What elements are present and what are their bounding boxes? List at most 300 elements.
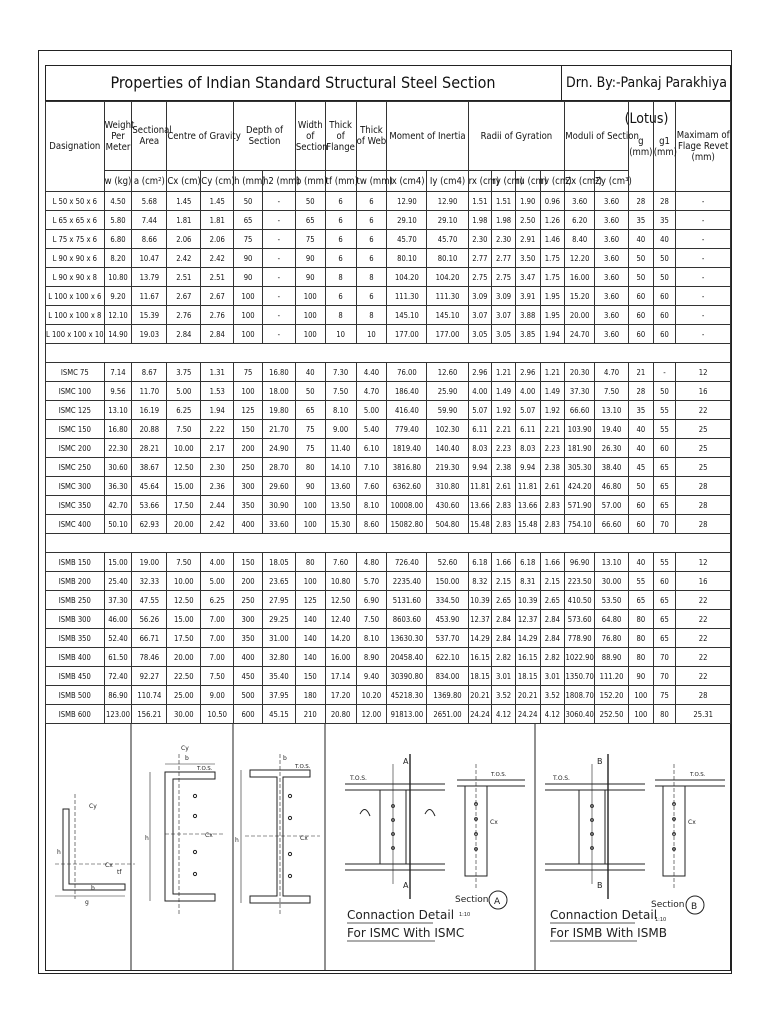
table-cell: 1.94 bbox=[540, 325, 565, 344]
table-cell: 26.30 bbox=[595, 439, 629, 458]
table-cell: 3.05 bbox=[492, 325, 516, 344]
table-cell: 8 bbox=[325, 306, 356, 325]
table-cell: 7.10 bbox=[356, 458, 387, 477]
table-cell: 6.11 bbox=[515, 420, 540, 439]
table-cell: 6.25 bbox=[167, 401, 201, 420]
table-cell: 2.50 bbox=[515, 211, 540, 230]
table-cell: 60 bbox=[629, 325, 654, 344]
table-cell: 55 bbox=[653, 553, 676, 572]
angle-cy-label: Cy bbox=[89, 803, 97, 810]
header-area: Sectional Area bbox=[132, 102, 167, 171]
table-cell: 6 bbox=[325, 211, 356, 230]
table-cell: 65 bbox=[653, 591, 676, 610]
table-cell: 6362.60 bbox=[387, 477, 427, 496]
table-cell: 210 bbox=[295, 705, 325, 724]
table-cell: 1.92 bbox=[540, 401, 565, 420]
table-cell: 25 bbox=[676, 420, 731, 439]
table-cell: 36.30 bbox=[104, 477, 132, 496]
table-cell: 3.07 bbox=[468, 306, 492, 325]
table-cell: 22 bbox=[676, 667, 731, 686]
table-cell: 9.00 bbox=[325, 420, 356, 439]
table-cell: 111.30 bbox=[427, 287, 468, 306]
table-cell: 1.49 bbox=[540, 382, 565, 401]
table-cell: 65 bbox=[653, 610, 676, 629]
table-cell: - bbox=[676, 325, 731, 344]
table-cell: 2.96 bbox=[515, 363, 540, 382]
table-cell: 150 bbox=[234, 420, 263, 439]
table-cell: 100 bbox=[234, 287, 263, 306]
table-cell: - bbox=[262, 192, 295, 211]
table-cell: 5.00 bbox=[356, 401, 387, 420]
page-title: Properties of Indian Standard Structural Steel Section bbox=[45, 65, 562, 101]
table-cell: 1.49 bbox=[492, 382, 516, 401]
table-cell: 13.66 bbox=[515, 496, 540, 515]
table-cell: 6.10 bbox=[356, 439, 387, 458]
table-cell: 13.79 bbox=[132, 268, 167, 287]
table-cell: 31.00 bbox=[262, 629, 295, 648]
table-cell: 100 bbox=[234, 382, 263, 401]
group-separator bbox=[46, 344, 731, 363]
table-cell: 1.66 bbox=[540, 553, 565, 572]
section-b-letter: B bbox=[691, 902, 698, 912]
table-cell: 7.50 bbox=[325, 382, 356, 401]
table-cell: 45.70 bbox=[427, 230, 468, 249]
table-cell: 573.60 bbox=[565, 610, 595, 629]
table-cell: 45.15 bbox=[262, 705, 295, 724]
table-cell: 3060.40 bbox=[565, 705, 595, 724]
table-cell: 6 bbox=[356, 192, 387, 211]
unit-header: h2 (mm) bbox=[262, 171, 295, 192]
table-row bbox=[46, 610, 731, 629]
table-cell: 4.00 bbox=[201, 553, 234, 572]
table-cell: 7.00 bbox=[201, 629, 234, 648]
table-cell: 80 bbox=[629, 629, 654, 648]
table-cell: 2.06 bbox=[201, 230, 234, 249]
table-cell: 15.00 bbox=[167, 610, 201, 629]
table-cell: 1.21 bbox=[540, 363, 565, 382]
table-cell: 27.95 bbox=[262, 591, 295, 610]
table-cell: 181.90 bbox=[565, 439, 595, 458]
header-rog: Radii of Gyration bbox=[468, 102, 565, 171]
table-cell: 12.00 bbox=[356, 705, 387, 724]
table-cell: 111.20 bbox=[595, 667, 629, 686]
table-cell: 66.60 bbox=[565, 401, 595, 420]
table-cell: 0.96 bbox=[540, 192, 565, 211]
table-cell: 60 bbox=[629, 287, 654, 306]
section-designation: ISMB 500 bbox=[46, 686, 105, 705]
header-designation: Dasignation bbox=[46, 102, 105, 192]
table-cell: 1.98 bbox=[492, 211, 516, 230]
table-cell: 2.76 bbox=[167, 306, 201, 325]
table-cell: 91813.00 bbox=[387, 705, 427, 724]
table-cell: 8.66 bbox=[132, 230, 167, 249]
table-cell: 7.30 bbox=[325, 363, 356, 382]
table-cell: 177.00 bbox=[427, 325, 468, 344]
table-cell: 70 bbox=[653, 648, 676, 667]
table-cell: 16.19 bbox=[132, 401, 167, 420]
unit-header: h (mm) bbox=[234, 171, 263, 192]
table-row bbox=[46, 477, 731, 496]
table-cell: 88.90 bbox=[595, 648, 629, 667]
section-designation: ISMC 200 bbox=[46, 439, 105, 458]
table-cell: 5131.60 bbox=[387, 591, 427, 610]
table-cell: 6.20 bbox=[565, 211, 595, 230]
ismc-connection-title: Connaction Detail bbox=[347, 908, 455, 922]
table-cell: 1.21 bbox=[492, 363, 516, 382]
table-cell: 7.00 bbox=[201, 610, 234, 629]
table-cell: 15.30 bbox=[325, 515, 356, 534]
table-cell: 10.39 bbox=[515, 591, 540, 610]
table-cell: 571.90 bbox=[565, 496, 595, 515]
table-cell: 250 bbox=[234, 458, 263, 477]
table-row bbox=[46, 439, 731, 458]
table-cell: 430.60 bbox=[427, 496, 468, 515]
section-b-cx-label: Cx bbox=[688, 819, 696, 826]
channel-h-label: h bbox=[145, 835, 149, 842]
table-cell: 1808.70 bbox=[565, 686, 595, 705]
table-cell: 424.20 bbox=[565, 477, 595, 496]
table-row bbox=[46, 382, 731, 401]
table-cell: 7.14 bbox=[104, 363, 132, 382]
table-cell: 28 bbox=[676, 515, 731, 534]
ismb-conn-tos-label: T.O.S. bbox=[553, 775, 570, 782]
table-cell: 219.30 bbox=[427, 458, 468, 477]
table-cell: 10.80 bbox=[325, 572, 356, 591]
table-cell: 2.30 bbox=[468, 230, 492, 249]
table-cell: 40 bbox=[653, 230, 676, 249]
table-cell: 21 bbox=[629, 363, 654, 382]
table-cell: 64.80 bbox=[595, 610, 629, 629]
table-cell: 334.50 bbox=[427, 591, 468, 610]
table-cell: 90 bbox=[295, 268, 325, 287]
table-cell: 47.55 bbox=[132, 591, 167, 610]
table-cell: 35 bbox=[653, 211, 676, 230]
table-cell: 10 bbox=[356, 325, 387, 344]
table-cell: 3.50 bbox=[515, 249, 540, 268]
table-cell: 2.06 bbox=[167, 230, 201, 249]
header-g: g (mm) bbox=[629, 102, 654, 192]
table-cell: 180 bbox=[295, 686, 325, 705]
unit-header: tw (mm) bbox=[356, 171, 387, 192]
table-cell: 37.30 bbox=[104, 591, 132, 610]
table-cell: 45 bbox=[629, 458, 654, 477]
table-cell: 7.60 bbox=[325, 553, 356, 572]
table-cell: 60 bbox=[653, 306, 676, 325]
table-cell: - bbox=[676, 230, 731, 249]
table-cell: 60 bbox=[653, 325, 676, 344]
table-cell: 56.26 bbox=[132, 610, 167, 629]
table-cell: 250 bbox=[234, 591, 263, 610]
table-cell: 62.93 bbox=[132, 515, 167, 534]
table-cell: 2.44 bbox=[201, 496, 234, 515]
table-cell: 100 bbox=[234, 306, 263, 325]
table-cell: 2235.40 bbox=[387, 572, 427, 591]
table-cell: 1.51 bbox=[492, 192, 516, 211]
table-cell: 23.65 bbox=[262, 572, 295, 591]
table-cell: 2.51 bbox=[201, 268, 234, 287]
table-cell: 10.20 bbox=[356, 686, 387, 705]
table-cell: 18.15 bbox=[515, 667, 540, 686]
unit-header: Zx (cm³) bbox=[565, 171, 595, 192]
table-cell: 350 bbox=[234, 496, 263, 515]
table-cell: 6.25 bbox=[201, 591, 234, 610]
table-cell: 152.20 bbox=[595, 686, 629, 705]
table-cell: - bbox=[676, 287, 731, 306]
table-cell: - bbox=[676, 268, 731, 287]
table-cell: 59.90 bbox=[427, 401, 468, 420]
table-cell: 1.92 bbox=[492, 401, 516, 420]
table-cell: 22 bbox=[676, 591, 731, 610]
table-cell: 2.76 bbox=[201, 306, 234, 325]
table-cell: 1.81 bbox=[167, 211, 201, 230]
section-b-tos-label: T.O.S. bbox=[690, 772, 706, 778]
ismc-conn-a-top: A bbox=[403, 757, 409, 766]
table-cell: 2.84 bbox=[540, 610, 565, 629]
table-cell: 2.17 bbox=[201, 439, 234, 458]
table-cell: 28 bbox=[629, 382, 654, 401]
table-cell: 7.44 bbox=[132, 211, 167, 230]
table-cell: 8.03 bbox=[515, 439, 540, 458]
angle-cx-label: Cx bbox=[105, 862, 113, 869]
table-cell: 12.37 bbox=[468, 610, 492, 629]
table-cell: 38.67 bbox=[132, 458, 167, 477]
drawn-by-label: Drn. By:-Pankaj Parakhiya (Lotus) bbox=[566, 75, 727, 127]
table-cell: 2.67 bbox=[201, 287, 234, 306]
table-cell: 145.10 bbox=[427, 306, 468, 325]
table-cell: 8 bbox=[356, 306, 387, 325]
section-designation: ISMB 300 bbox=[46, 610, 105, 629]
header-tf: Thick of Flange bbox=[325, 102, 356, 171]
table-cell: 65 bbox=[629, 591, 654, 610]
table-cell: 30.90 bbox=[262, 496, 295, 515]
table-cell: 15082.80 bbox=[387, 515, 427, 534]
table-cell: 32.80 bbox=[262, 648, 295, 667]
table-cell: 1022.90 bbox=[565, 648, 595, 667]
table-cell: 3.47 bbox=[515, 268, 540, 287]
table-cell: 1350.70 bbox=[565, 667, 595, 686]
unit-header: a (cm²) bbox=[132, 171, 167, 192]
table-cell: 80 bbox=[629, 610, 654, 629]
table-cell: 3.88 bbox=[515, 306, 540, 325]
table-cell: 5.68 bbox=[132, 192, 167, 211]
table-cell: 18.15 bbox=[468, 667, 492, 686]
table-cell: 75 bbox=[295, 230, 325, 249]
table-cell: 42.70 bbox=[104, 496, 132, 515]
table-cell: 17.50 bbox=[167, 496, 201, 515]
table-cell: 10.80 bbox=[104, 268, 132, 287]
table-cell: 19.40 bbox=[595, 420, 629, 439]
table-cell: 125 bbox=[295, 591, 325, 610]
table-cell: 12.50 bbox=[325, 591, 356, 610]
table-cell: 104.20 bbox=[387, 268, 427, 287]
table-cell: 8.67 bbox=[132, 363, 167, 382]
table-cell: 3.60 bbox=[595, 306, 629, 325]
section-drawings bbox=[45, 724, 731, 971]
unit-header: Iy (cm4) bbox=[427, 171, 468, 192]
table-cell: 2.75 bbox=[492, 268, 516, 287]
table-cell: 60 bbox=[653, 572, 676, 591]
section-designation: ISMB 600 bbox=[46, 705, 105, 724]
table-cell: 111.30 bbox=[387, 287, 427, 306]
table-cell: 100 bbox=[295, 287, 325, 306]
table-cell: 19.00 bbox=[132, 553, 167, 572]
table-cell: 12.40 bbox=[325, 610, 356, 629]
angle-tf-label: tf bbox=[117, 869, 122, 876]
table-cell: 50 bbox=[629, 477, 654, 496]
table-row bbox=[46, 268, 731, 287]
table-cell: - bbox=[676, 306, 731, 325]
table-row bbox=[46, 401, 731, 420]
table-cell: 150 bbox=[295, 667, 325, 686]
table-cell: 12.50 bbox=[167, 458, 201, 477]
table-cell: 100 bbox=[295, 325, 325, 344]
table-cell: - bbox=[262, 268, 295, 287]
section-designation: ISMC 400 bbox=[46, 515, 105, 534]
table-cell: 10008.00 bbox=[387, 496, 427, 515]
table-cell: 4.70 bbox=[595, 363, 629, 382]
table-cell: 55 bbox=[653, 401, 676, 420]
section-a-cx-label: Cx bbox=[490, 819, 498, 826]
table-cell: 7.50 bbox=[201, 667, 234, 686]
table-cell: 2.84 bbox=[167, 325, 201, 344]
table-cell: 75 bbox=[295, 420, 325, 439]
table-cell: 14.90 bbox=[104, 325, 132, 344]
table-row bbox=[46, 667, 731, 686]
table-cell: 16.00 bbox=[565, 268, 595, 287]
table-cell: 300 bbox=[234, 610, 263, 629]
table-cell: 1369.80 bbox=[427, 686, 468, 705]
table-cell: 7.50 bbox=[595, 382, 629, 401]
table-cell: 6 bbox=[356, 249, 387, 268]
table-cell: 4.80 bbox=[356, 553, 387, 572]
table-cell: 40 bbox=[629, 230, 654, 249]
table-cell: 2.42 bbox=[167, 249, 201, 268]
table-cell: 65 bbox=[234, 211, 263, 230]
table-cell: - bbox=[262, 287, 295, 306]
table-cell: 66.71 bbox=[132, 629, 167, 648]
table-cell: 504.80 bbox=[427, 515, 468, 534]
table-cell: 3.09 bbox=[468, 287, 492, 306]
ibeam-section-drawing bbox=[235, 754, 320, 916]
channel-cy-label: Cy bbox=[181, 745, 189, 752]
unit-header: ru (cm) bbox=[515, 171, 540, 192]
units-row bbox=[46, 171, 731, 192]
table-cell: 21.70 bbox=[262, 420, 295, 439]
table-cell: 3.07 bbox=[492, 306, 516, 325]
table-cell: 24.24 bbox=[515, 705, 540, 724]
ismc-connection-drawing bbox=[345, 754, 464, 941]
table-cell: 754.10 bbox=[565, 515, 595, 534]
unit-header: Cx (cm) bbox=[167, 171, 201, 192]
table-row bbox=[46, 306, 731, 325]
unit-header: b (mm) bbox=[295, 171, 325, 192]
table-cell: 28.70 bbox=[262, 458, 295, 477]
table-cell: 20.21 bbox=[468, 686, 492, 705]
table-cell: 15.39 bbox=[132, 306, 167, 325]
table-cell: 4.70 bbox=[356, 382, 387, 401]
table-cell: 100 bbox=[234, 325, 263, 344]
group-separator bbox=[46, 534, 731, 553]
table-cell: 45.70 bbox=[387, 230, 427, 249]
table-cell: 100 bbox=[295, 306, 325, 325]
ibeam-cx-label: Cx bbox=[300, 835, 308, 842]
table-cell: 2.77 bbox=[492, 249, 516, 268]
table-cell: 5.00 bbox=[201, 572, 234, 591]
table-cell: 1.46 bbox=[540, 230, 565, 249]
unit-header: rx (cm) bbox=[468, 171, 492, 192]
table-cell: 8 bbox=[356, 268, 387, 287]
table-cell: 12.10 bbox=[104, 306, 132, 325]
table-cell: 100 bbox=[295, 515, 325, 534]
table-cell: 12.50 bbox=[167, 591, 201, 610]
table-cell: 8.10 bbox=[356, 496, 387, 515]
table-cell: 70 bbox=[653, 515, 676, 534]
table-cell: - bbox=[676, 192, 731, 211]
table-cell: 9.94 bbox=[515, 458, 540, 477]
table-cell: 19.80 bbox=[262, 401, 295, 420]
table-cell: 5.70 bbox=[356, 572, 387, 591]
table-cell: 6.11 bbox=[468, 420, 492, 439]
table-cell: 53.50 bbox=[595, 591, 629, 610]
table-cell: 16.80 bbox=[104, 420, 132, 439]
table-cell: 80 bbox=[295, 458, 325, 477]
table-row bbox=[46, 420, 731, 439]
table-cell: 25 bbox=[676, 458, 731, 477]
table-cell: 450 bbox=[234, 667, 263, 686]
table-cell: 2.65 bbox=[540, 591, 565, 610]
table-cell: 3.05 bbox=[468, 325, 492, 344]
unit-header: Zy (cm³) bbox=[595, 171, 629, 192]
table-cell: 30.60 bbox=[104, 458, 132, 477]
table-cell: 2.21 bbox=[540, 420, 565, 439]
table-cell: 6.90 bbox=[356, 591, 387, 610]
table-cell: 50 bbox=[653, 382, 676, 401]
table-cell: 7.60 bbox=[356, 477, 387, 496]
table-cell: 5.07 bbox=[468, 401, 492, 420]
table-cell: 305.30 bbox=[565, 458, 595, 477]
table-cell: 37.30 bbox=[565, 382, 595, 401]
table-cell: 37.95 bbox=[262, 686, 295, 705]
table-cell: 38.40 bbox=[595, 458, 629, 477]
table-cell: 1.45 bbox=[167, 192, 201, 211]
table-cell: 32.33 bbox=[132, 572, 167, 591]
table-row bbox=[46, 192, 731, 211]
table-cell: 50 bbox=[653, 268, 676, 287]
table-cell: 25 bbox=[676, 439, 731, 458]
table-cell: 140 bbox=[295, 648, 325, 667]
table-cell: 834.00 bbox=[427, 667, 468, 686]
section-designation: L 90 x 90 x 8 bbox=[46, 268, 105, 287]
table-cell: 8.10 bbox=[356, 629, 387, 648]
table-cell: 3.60 bbox=[595, 268, 629, 287]
table-cell: 726.40 bbox=[387, 553, 427, 572]
table-cell: 8.40 bbox=[565, 230, 595, 249]
ismb-connection-subtitle: For ISMB With ISMB bbox=[550, 926, 667, 940]
table-cell: 16.80 bbox=[262, 363, 295, 382]
table-cell: 13.50 bbox=[325, 496, 356, 515]
table-row bbox=[46, 648, 731, 667]
table-cell: 29.10 bbox=[427, 211, 468, 230]
table-cell: 45.64 bbox=[132, 477, 167, 496]
table-cell: 6.80 bbox=[104, 230, 132, 249]
table-cell: 90 bbox=[234, 268, 263, 287]
table-cell: 2.91 bbox=[515, 230, 540, 249]
table-cell: 14.29 bbox=[515, 629, 540, 648]
header-weight: Weight Per Meter bbox=[104, 102, 132, 171]
table-cell: 65 bbox=[653, 477, 676, 496]
table-cell: 28 bbox=[676, 496, 731, 515]
section-designation: ISMB 250 bbox=[46, 591, 105, 610]
